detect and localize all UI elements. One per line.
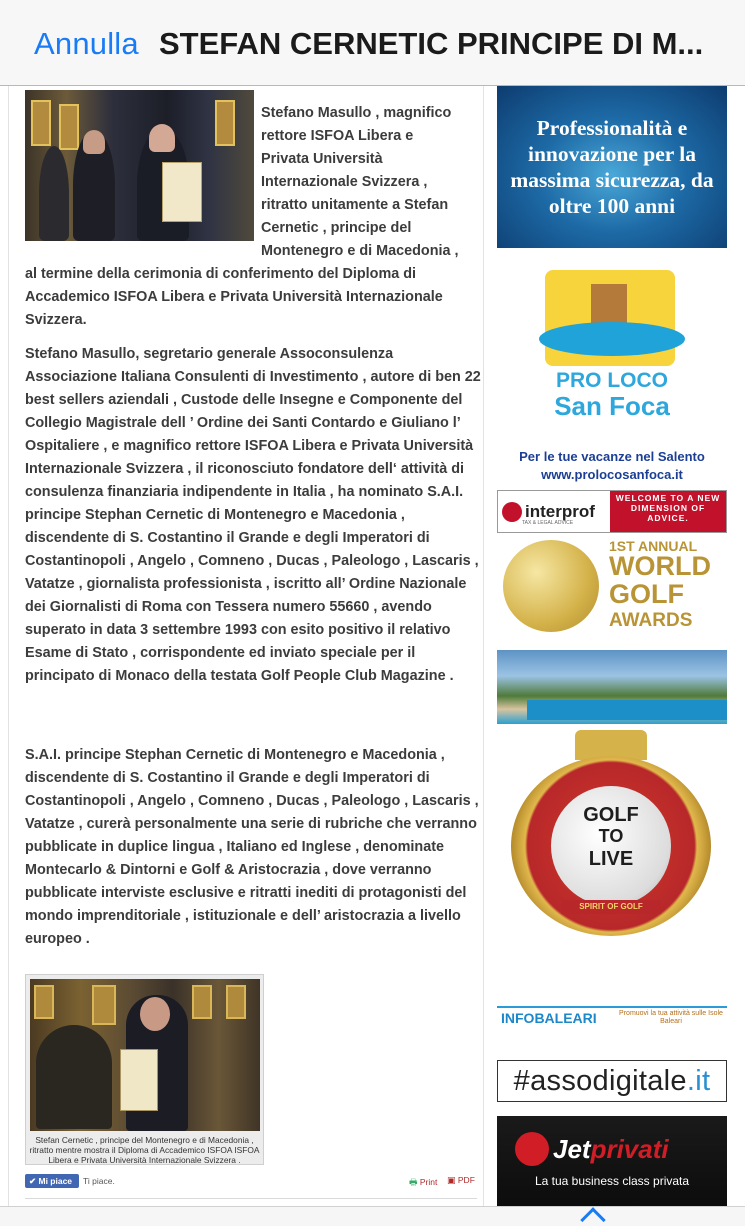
photo-with-caption [25, 974, 264, 1165]
cancel-button[interactable]: Annulla [34, 26, 139, 61]
interprof-tagline: TAX & LEGAL ADVICE [522, 520, 574, 526]
assodigitale-suffix: .it [686, 1064, 711, 1097]
ad-sicurezza-text: Professionalità e innovazione per la massima sicurezza, da oltre 100 anni [510, 116, 714, 218]
pool-shape [527, 700, 727, 720]
infobaleari-promo: Promuovi la tua attività sulle Isole Baleari [619, 1010, 723, 1025]
jetprivati-brand-b: privati [590, 1134, 669, 1164]
wave-icon [539, 322, 685, 356]
intro-tail: al termine della cerimonia di conferimento del Diploma di Accademico ISFOA Libera e Privata Università Internazionale Svizzera. [25, 266, 443, 328]
ad-proloco-sanfoca[interactable] [497, 266, 727, 488]
print-link[interactable] [409, 1175, 437, 1191]
divider [25, 1198, 477, 1199]
intro-line: Cernetic , principe del [261, 220, 412, 236]
ad-infobaleari[interactable] [497, 1006, 727, 1033]
article-photo [25, 90, 254, 241]
gtl-ribbon: SPIRIT OF GOLF [561, 900, 661, 914]
gtl-word3: LIVE [588, 848, 634, 870]
page-title: STEFAN CERNETIC PRINCIPE DI M... [159, 26, 704, 61]
proloco-url: www.prolocosanfoca.it [541, 467, 683, 482]
proloco-sub1: Per le tue vacanze nel Salento [519, 449, 705, 464]
intro-line: Internazionale Svizzera , [261, 174, 428, 190]
gtl-word1: GOLF [583, 804, 639, 826]
intro-line: Privata Università [261, 151, 383, 167]
jetprivati-logo-icon [515, 1132, 549, 1166]
infobaleari-brand: INFOBALEARI [501, 1010, 597, 1026]
pdf-label: PDF [457, 1175, 475, 1185]
wga-line1: 1ST ANNUAL [609, 538, 698, 554]
paragraph-2: Stefano Masullo, segretario generale Assoconsulenza Associazione Italiana Consulenti di Investimento , autore di ben 22 best sellers aziendali , Custode delle Insegne e Componente del Collegio Magistrale dell ’ Ordine dei Santi Contardo e Giuliano l’ Ospitaliere , e magnifico rettore ISFOA Libera e Privata Università Internazionale Svizzera , il riconosciuto fondatore dell‘ attività di consulenza finanziaria indipendente in Italia , ha nominato S.A.I. principe Stephan Cernetic di Montenegro e Macedonia , discendente di S. Costantino il Grande e degli Imperatori di Costantinopoli , Angelo , Comneno , Ducas , Paleologo , Lascaris , Vatatze , giornalista professionista , iscritto all’ Ordine Nazionale dei Giornalisti di Roma con Tessera numero 55660 , avendo superato in data 3 settembre 1993 con esito positivo il relativo Esame di Stato , corrispondente ed inviato speciale per il principato di Monaco della testata Golf People Club Magazine . [25, 346, 481, 684]
wga-line4: AWARDS [609, 610, 693, 631]
print-label: Print [419, 1177, 438, 1187]
ad-golf-to-live[interactable] [497, 726, 727, 960]
proloco-subtitle [497, 448, 727, 484]
wga-line3: GOLF [609, 579, 684, 609]
interprof-slogan: WELCOME TO A NEW DIMENSION OF ADVICE. [610, 491, 726, 532]
intro-text-wrap [261, 102, 477, 263]
like-button[interactable]: ✔ Mi piace [25, 1174, 79, 1188]
like-button-label: Mi piace [38, 1176, 73, 1186]
proloco-line1: PRO LOCO [555, 369, 668, 392]
article-photo-2 [30, 979, 260, 1131]
photo-caption: Stefan Cernetic , principe del Montenegro e di Macedonia , ritratto mentre mostra il Diploma di Accademico ISFOA ISFOA Libera e Privata Università Internazionale Svizzera . [29, 1135, 260, 1165]
golf-ball-icon [503, 540, 599, 632]
pdf-link[interactable] [447, 1175, 475, 1186]
ad-jetprivati[interactable] [497, 1116, 727, 1208]
proloco-line2: San Foca [554, 391, 670, 421]
wga-line2: WORLD [609, 551, 711, 581]
top-navigation-bar [0, 0, 745, 86]
intro-line: Stefano Masullo , magnifico [261, 105, 452, 121]
intro-line: rettore ISFOA Libera e [261, 128, 414, 144]
jetprivati-brand [553, 1134, 669, 1165]
like-status-text: Ti piace. [83, 1176, 115, 1186]
printer-icon: 🖶 [409, 1177, 418, 1187]
jetprivati-brand-a: Jet [553, 1134, 591, 1164]
intro-line: Montenegro e di Macedonia , [261, 243, 459, 259]
pdf-icon: ▣ [447, 1175, 456, 1185]
article-column [8, 86, 484, 1206]
bottom-toolbar [0, 1206, 745, 1226]
ad-sicurezza-banner[interactable] [497, 86, 727, 248]
ad-assodigitale[interactable] [497, 1060, 727, 1102]
chevron-up-icon[interactable] [580, 1207, 605, 1226]
paragraph-3: S.A.I. principe Stephan Cernetic di Montenegro e Macedonia , discendente di S. Costantino il Grande e degli Imperatori di Costantinopoli , Angelo , Comneno , Ducas , Paleologo , Lascaris , Vatatze , curerà personalmente una serie di rubriche che verranno pubblicate in duplice lingua , Italiano ed Inglese , denominate Montecarlo & Dintorni e Golf & Aristocrazia , dove verranno pubblicate interviste esclusive e ritratti inediti di protagonisti del mondo imprenditoriale , istituzionale e dell’ aristocrazia a livello europeo . [25, 747, 479, 947]
jetprivati-tagline: La tua business class privata [534, 1174, 690, 1188]
interprof-brand: interprof [525, 501, 595, 521]
intro-line: ritratto unitamente a Stefan [261, 197, 449, 213]
ad-villa-photo[interactable] [497, 650, 727, 724]
gtl-word2: TO [598, 826, 624, 846]
ad-world-golf-awards[interactable] [497, 536, 727, 636]
ad-interprof[interactable] [497, 490, 727, 533]
tower-icon [591, 284, 627, 324]
interprof-logo-icon [502, 502, 522, 522]
assodigitale-prefix: #assodigitale [513, 1064, 687, 1097]
